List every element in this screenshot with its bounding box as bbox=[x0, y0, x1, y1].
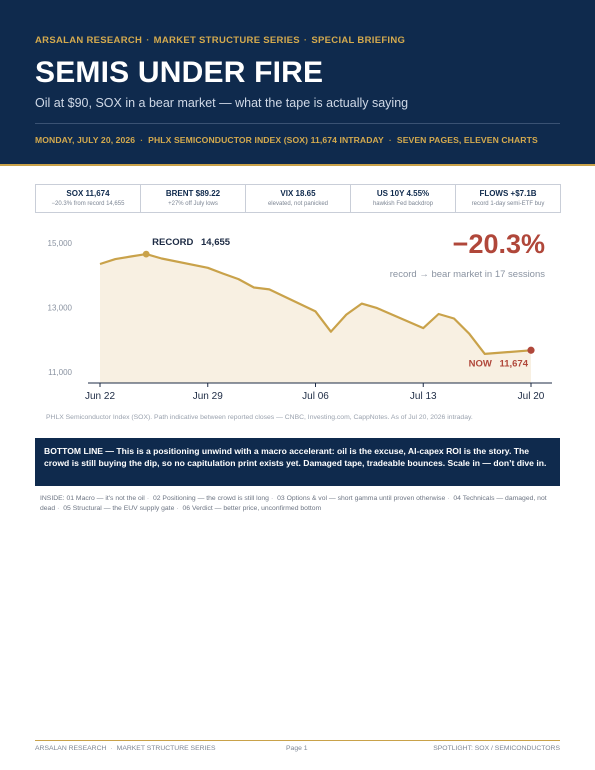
inside-item[interactable]: 01 Macro — it's not the oil bbox=[66, 495, 145, 502]
stat-label: US 10Y 4.55% bbox=[376, 189, 430, 198]
stat-label: SOX 11,674 bbox=[66, 189, 110, 198]
footer-separator: · bbox=[110, 745, 113, 752]
x-tick-label: Jul 20 bbox=[517, 391, 545, 402]
y-tick-label: 15,000 bbox=[47, 239, 72, 248]
inside-separator: · bbox=[146, 495, 150, 502]
y-tick-label: 11,000 bbox=[48, 368, 72, 377]
inside-item[interactable]: 06 Verdict — better price, unconfirmed bottom bbox=[182, 504, 322, 512]
x-tick-label: Jun 29 bbox=[192, 391, 223, 402]
now-point bbox=[527, 347, 534, 354]
kicker-publisher: ARSALAN RESEARCH bbox=[35, 35, 143, 46]
footer-page-number: Page 1 bbox=[286, 745, 308, 752]
dateline-date: MONDAY, JULY 20, 2026 bbox=[35, 135, 136, 145]
stat-flows bbox=[456, 185, 560, 212]
stat-us10y bbox=[351, 185, 456, 212]
dateline-separator: · bbox=[388, 135, 392, 145]
hero-gold-rule bbox=[0, 164, 595, 166]
inside-item[interactable]: 05 Structural — the EUV supply gate bbox=[63, 504, 175, 512]
stat-vix bbox=[246, 185, 351, 212]
hero-divider bbox=[35, 123, 560, 124]
dateline-index: PHLX SEMICONDUCTOR INDEX (SOX) 11,674 INTRADAY bbox=[148, 135, 384, 145]
x-axis-ticks bbox=[85, 383, 545, 402]
inside-item[interactable]: 02 Positioning — the crowd is still long bbox=[152, 495, 269, 502]
footer-publisher: ARSALAN RESEARCH bbox=[35, 745, 107, 752]
stat-label: VIX 18.65 bbox=[280, 189, 316, 198]
kicker-type: SPECIAL BRIEFING bbox=[311, 35, 406, 46]
record-point bbox=[143, 251, 150, 258]
stat-sub: record 1-day semi-ETF buy bbox=[471, 201, 545, 207]
footer-series: MARKET STRUCTURE SERIES bbox=[116, 745, 216, 752]
inside-separator: · bbox=[270, 495, 274, 502]
drawdown-subtext: record → bear market in 17 sessions bbox=[389, 269, 545, 280]
kicker-series: MARKET STRUCTURE SERIES bbox=[153, 35, 300, 46]
inside-item[interactable]: 04 Technicals — damaged, not dead bbox=[40, 495, 547, 512]
stat-label: FLOWS +$7.1B bbox=[479, 189, 537, 198]
hero-banner bbox=[0, 0, 595, 164]
inside-item[interactable]: 03 Options & vol — short gamma until proven otherwise bbox=[277, 495, 446, 502]
bottom-line-box: BOTTOM LINE — This is a positioning unwind with a macro accelerant: oil is the excuse, AI-capex ROI is the story. The crowd is still buying the dip, so no capitulation print exists yet. Damaged tape, tradeable bounces. Scale in — don’t dive in. bbox=[35, 438, 560, 486]
stat-brent bbox=[141, 185, 246, 212]
now-label: NOW bbox=[468, 358, 492, 370]
now-value: 11,674 bbox=[499, 358, 528, 370]
x-tick-label: Jul 13 bbox=[409, 391, 437, 402]
page-subtitle: Oil at $90, SOX in a bear market — what the tape is actually saying bbox=[35, 96, 409, 110]
stat-label: BRENT $89.22 bbox=[165, 189, 221, 198]
record-annotation bbox=[152, 237, 231, 248]
footer-right: SPOTLIGHT: SOX / SEMICONDUCTORS bbox=[433, 745, 560, 752]
stats-strip bbox=[35, 184, 561, 213]
stat-sub: hawkish Fed backdrop bbox=[372, 201, 434, 207]
record-value: 14,655 bbox=[200, 237, 231, 249]
stat-sub: elevated, not panicked bbox=[267, 201, 329, 207]
y-tick-label: 13,000 bbox=[47, 303, 72, 313]
sox-chart bbox=[0, 220, 595, 410]
dateline-pages: SEVEN PAGES, ELEVEN CHARTS bbox=[396, 135, 538, 145]
footer-rule bbox=[35, 740, 560, 741]
y-axis-ticks bbox=[48, 239, 73, 377]
record-label: RECORD bbox=[152, 237, 194, 249]
now-annotation bbox=[469, 358, 529, 369]
stat-sub: −20.3% from record 14,655 bbox=[51, 201, 125, 207]
stat-sub: +27% off July lows bbox=[168, 201, 218, 207]
inside-label: INSIDE: bbox=[40, 495, 65, 502]
dateline bbox=[35, 135, 538, 145]
inside-contents bbox=[40, 494, 558, 513]
kicker-separator: · bbox=[146, 35, 150, 46]
kicker bbox=[35, 35, 405, 46]
page-title: SEMIS UNDER FIRE bbox=[35, 56, 324, 89]
kicker-separator: · bbox=[303, 35, 308, 46]
x-tick-label: Jul 06 bbox=[302, 391, 329, 402]
chart-caption: PHLX Semiconductor Index (SOX). Path indicative between reported closes — CNBC, Investing.com, CappNotes. As of Jul 20, 2026 intraday. bbox=[46, 414, 473, 421]
dateline-separator: · bbox=[140, 135, 144, 145]
footer-left bbox=[35, 745, 215, 752]
x-tick-label: Jun 22 bbox=[84, 391, 116, 402]
inside-separator: · bbox=[176, 504, 179, 512]
inside-separator: · bbox=[447, 495, 450, 502]
drawdown-headline: −20.3% bbox=[452, 229, 545, 259]
inside-separator: · bbox=[57, 504, 60, 512]
stat-sox bbox=[36, 185, 141, 212]
